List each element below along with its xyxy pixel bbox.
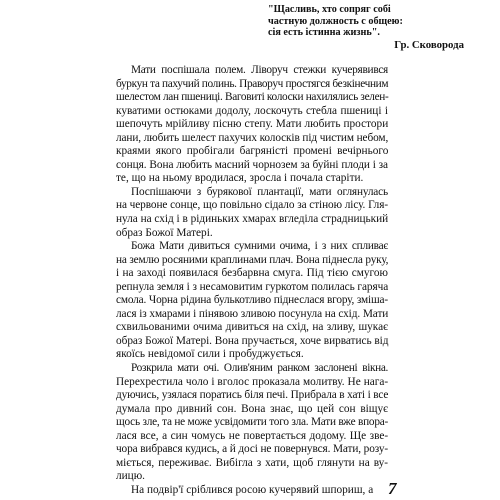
text-line: схвильованими очима дивиться на схід, на зливу, шукає bbox=[116, 321, 388, 334]
text-line: шепочуть мрійливу пісню степу. Мати любить простори bbox=[116, 118, 389, 131]
text-line: на червоне сонце, що повільно сідало за стіною лісу. Гля- bbox=[116, 199, 388, 212]
text-line: краями якого пробігали багряністі промені вечірнього bbox=[116, 145, 389, 158]
text-line: думала про дивний сон. Вона знає, що цей сон віщує bbox=[116, 402, 388, 415]
text-line: смола. Чорна рідина булькотливо піднеслася вгору, зміша- bbox=[116, 294, 388, 307]
text-line: репнула земля і з несамовитим гуркотом полилась гаряча bbox=[116, 280, 389, 293]
body-text bbox=[116, 64, 388, 498]
paragraph bbox=[116, 362, 388, 484]
text-line: На подвір'ї сріблився росою кучерявий шпориш, а bbox=[131, 483, 374, 496]
text-line: лани, любить шелест пахучих колосків під чистим небом, bbox=[116, 131, 389, 144]
epigraph-line: частную должность с общею: bbox=[268, 15, 403, 27]
text-line: Божа Мати дивиться сумними очима, і з них спливає bbox=[131, 240, 388, 253]
text-line: буркун та пахучий полинь. Праворуч простягся безкінечним bbox=[116, 77, 389, 90]
epigraph bbox=[268, 4, 498, 51]
text-line: і на заході появилася безбарвна смуга. Під тією смугою bbox=[116, 267, 388, 280]
paragraph bbox=[116, 64, 388, 186]
text-line: на землю росяними краплинами плач. Вона піднесла руку, bbox=[116, 253, 389, 266]
text-line: Перехрестила чоло і вголос проказала молитву. Не нага- bbox=[116, 375, 389, 388]
paragraph bbox=[116, 186, 388, 240]
text-line: образ Божої Матері. Вона пручається, хоче вирватись від bbox=[116, 334, 389, 347]
text-line: чора вибрався кудись, а й досі не повернувся. Мати, розу- bbox=[116, 443, 388, 456]
text-line: лицю. bbox=[116, 470, 145, 483]
epigraph-author: Гр. Сковорода bbox=[394, 38, 464, 51]
text-line: образ Божої Матері. bbox=[116, 226, 213, 239]
paragraph bbox=[116, 484, 388, 498]
epigraph-line: "Щасливь, хто сопряг собі bbox=[268, 4, 391, 15]
text-line: щось зле, та не може усвідомити того зла. Мати вже впора- bbox=[116, 416, 389, 429]
text-line: лася все, а син чомусь не повертається додому. Ще зве- bbox=[116, 429, 389, 442]
text-line: куватими остюками додолу, лоскочуть стебла пшениці і bbox=[116, 104, 388, 117]
epigraph-line: сія есть істинна жизнь". bbox=[268, 27, 380, 39]
text-line: дуючись, узялася поратись біля печі. Прибрала в хаті і все bbox=[116, 389, 389, 402]
text-line: міється, переживає. Вибігла з хати, щоб глянути на ву- bbox=[116, 456, 389, 469]
text-line: Мати поспішала полем. Ліворуч стежки кучерявився bbox=[131, 64, 388, 76]
text-line: сонця. Вона любить масний чорнозем за буйні плоди і за bbox=[116, 158, 389, 171]
text-line: шелестом лан пшениці. Ваговиті колоски нахилялись зелен- bbox=[116, 91, 389, 104]
text-line: Розкрила мати очі. Олив'яним ранком заслонені вікна. bbox=[131, 362, 388, 375]
paragraph bbox=[116, 240, 388, 362]
text-line: нула на схід і в рідиньких хмарах вгледіла страдницький bbox=[116, 213, 389, 226]
text-line: Поспішаючи з бурякової плантації, мати оглянулась bbox=[131, 185, 388, 198]
text-line: якоїсь невідомої сили і пробуджується. bbox=[116, 348, 304, 361]
text-line: лася із хмарами і пінявою зливою посунула на схід. Мати bbox=[116, 307, 389, 320]
page-number: 7 bbox=[388, 479, 397, 498]
text-line: те, що на ньому вродилася, зросла і почала старіти. bbox=[116, 172, 364, 185]
